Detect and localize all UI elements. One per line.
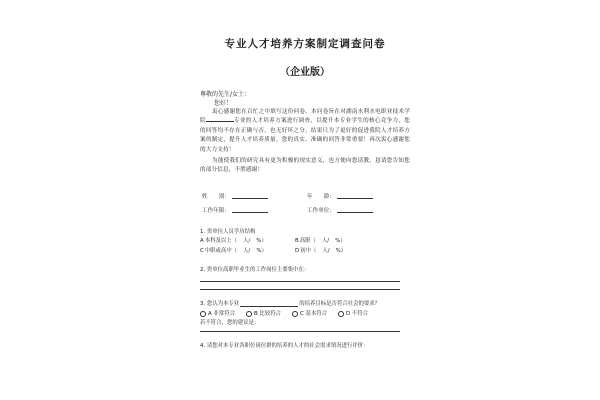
q3-suffix: 的培养目标是否符合社会的要求？ (299, 300, 381, 307)
gender-field (200, 192, 305, 200)
document-title: 专业人才培养方案制定调查问卷 (224, 38, 386, 50)
q1-option-a[interactable] (200, 236, 295, 246)
option-unit: 人/ (321, 237, 330, 244)
question-1-options (200, 236, 410, 256)
q3-prefix: 3. 您认为本专业 (200, 300, 240, 307)
option-unit: 人/ (243, 247, 251, 254)
q1-option-d[interactable] (295, 246, 390, 256)
radio-label: C 基本符合 (299, 310, 327, 317)
option-pct: %） (256, 247, 267, 254)
option-pct: %） (256, 237, 267, 244)
radio-circle-icon[interactable] (292, 311, 298, 317)
q3-suggestion-label: 若不符合，您的建议是： (200, 319, 260, 326)
option-mark: C (200, 247, 204, 254)
radio-label: D 不符合 (346, 310, 369, 317)
radio-label: A 非常符合 (208, 310, 235, 317)
question-4-title: 4. 请您对本专业各职位岗位群的培养的人才的社会需求情况进行评价： (200, 342, 369, 349)
q2-answer-line-2[interactable] (200, 289, 400, 290)
q3-option-b[interactable] (246, 309, 281, 319)
option-pct: %） (335, 237, 346, 244)
age-label: 年 龄： (307, 193, 335, 200)
radio-circle-icon[interactable] (200, 311, 206, 317)
option-label: 中职或高中（ (204, 247, 238, 254)
age-field (305, 192, 410, 200)
question-3-title (200, 300, 410, 308)
document-subtitle: （企业版） (280, 67, 330, 78)
intro-text-part1: 衷心感谢您在百忙之中填写这份问卷。本问卷旨在对湖南水利水电职业技术学院 (200, 109, 410, 125)
questionnaire (200, 36, 410, 350)
q1-option-b[interactable] (295, 236, 390, 246)
q1-option-c[interactable] (200, 246, 295, 256)
q3-suggestion-line[interactable] (200, 331, 400, 332)
intro-text-part2: 专业的人才培养方案进行调查，以提升本专业学生的核心竞争力，您的回答均不存在正确与否，也无好坏之分。结果只为了更好的促进我院人才培养方案的制定，提升人才培养质量。您的真实、准确的回答非常重要！再次衷心感谢您的大力支持！ (200, 118, 410, 153)
gender-label: 姓 别： (202, 193, 230, 200)
option-mark: B (295, 237, 299, 244)
intro-paragraph (200, 108, 410, 155)
option-unit: 人/ (322, 247, 330, 254)
q3-option-a[interactable] (200, 309, 235, 319)
option-label: 初中（ (300, 247, 317, 254)
age-input[interactable] (337, 198, 373, 199)
option-unit: 人/ (243, 237, 251, 244)
q3-option-d[interactable] (338, 309, 368, 319)
option-pct: %） (335, 247, 347, 254)
question-1-title: 1. 贵单位人员学历结构 (200, 228, 256, 235)
q3-option-c[interactable] (292, 309, 327, 319)
option-label: 高职（ (299, 237, 316, 244)
salutation: 尊敬的先生/女士： (200, 91, 251, 98)
greeting: 您好！ (214, 100, 233, 107)
job-years-input[interactable] (232, 212, 268, 213)
q2-answer-line-1[interactable] (200, 281, 400, 282)
question-3-options (200, 309, 410, 319)
option-label: 本科及以上（ (204, 237, 238, 244)
radio-circle-icon[interactable] (338, 311, 344, 317)
job-years-label: 工作年限： (202, 207, 230, 214)
work-unit-input[interactable] (337, 212, 373, 213)
option-mark: D (295, 247, 300, 254)
field-row (200, 202, 410, 214)
gender-input[interactable] (232, 198, 268, 199)
radio-label: B 比较符合 (253, 310, 281, 317)
respondent-info (200, 188, 410, 214)
q3-major-blank[interactable] (240, 306, 298, 307)
major-blank[interactable] (206, 121, 234, 122)
radio-circle-icon[interactable] (246, 311, 252, 317)
work-unit-label: 工作单位： (307, 207, 335, 214)
option-mark: A (200, 237, 204, 244)
field-row (200, 188, 410, 200)
intro-paragraph-2: 为能使我们的研究具有更为积极的现实意义，也方便向您请教，恳请您告知您的部分信息，不胜感谢！ (200, 158, 410, 174)
question-2-title: 2. 贵单位高职毕业生的工作岗位主要集中在： (200, 266, 310, 273)
work-unit-field (305, 206, 410, 214)
job-years-field (200, 206, 305, 214)
